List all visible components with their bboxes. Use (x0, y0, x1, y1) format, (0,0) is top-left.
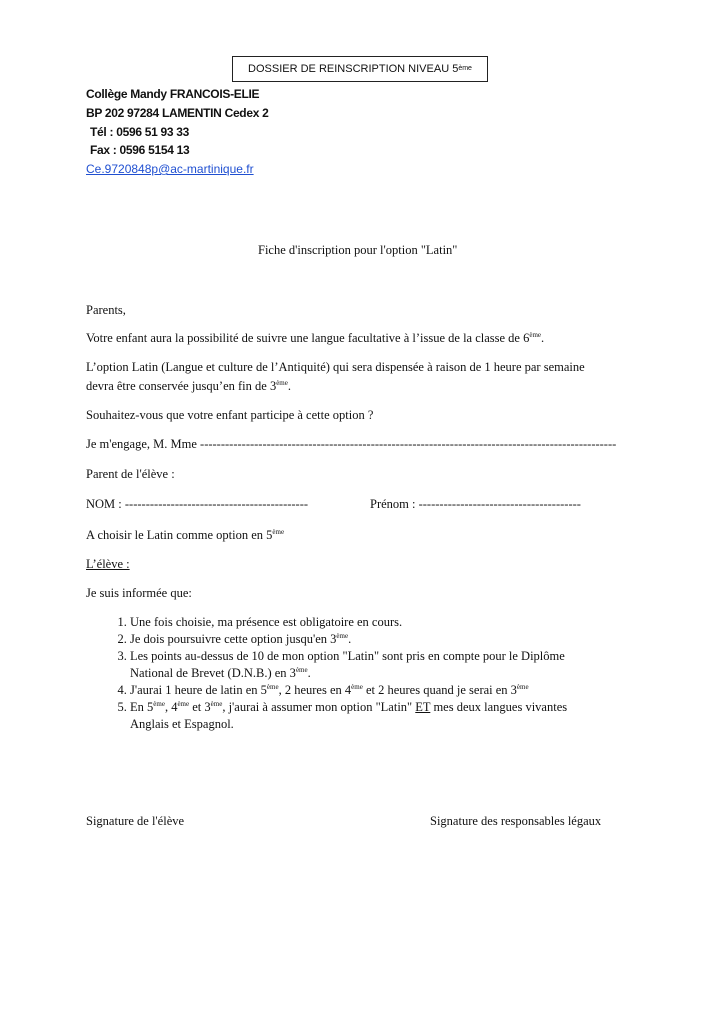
parents-signature-label: Signature des responsables légaux (430, 814, 602, 828)
list-item: 2. Je dois poursuivre cette option jusqu'en 3ème. (130, 631, 567, 648)
form-title: Fiche d'inscription pour l'option "Latin" (258, 243, 458, 257)
list-item: 5. En 5ème, 4ème et 3ème, j'aurai à assumer mon option "Latin" ET mes deux langues vivantes Anglais et Espagnol. (130, 699, 567, 733)
dossier-title-box: DOSSIER DE REINSCRIPTION NIVEAU 5 ème (232, 56, 488, 82)
conditions-list (104, 614, 567, 733)
engagement-line: Je m'engage, M. Mme ---------------------------------------------------------------------------------------------------- (86, 437, 617, 451)
dossier-title: DOSSIER DE REINSCRIPTION NIVEAU 5 (248, 63, 459, 75)
student-signature-label: Signature de l'élève (86, 814, 185, 828)
list-item: 4. J'aurai 1 heure de latin en 5ème, 2 heures en 4ème et 2 heures quand je serai en 3ème (130, 682, 567, 699)
salutation: Parents, (86, 303, 126, 317)
question: Souhaitez-vous que votre enfant participe à cette option ? (86, 408, 374, 422)
nom-field: NOM : -------------------------------------------- (86, 497, 309, 511)
student-label: L’élève : (86, 557, 130, 571)
list-item: 1. Une fois choisie, ma présence est obligatoire en cours. (130, 614, 567, 631)
parent-label: Parent de l'élève : (86, 467, 175, 481)
paragraph-option-latin-line2: devra être conservée jusqu’en fin de 3ème. (86, 379, 291, 393)
choose-latin-line: A choisir le Latin comme option en 5ème (86, 528, 285, 542)
school-tel: Tél : 0596 51 93 33 (90, 125, 190, 139)
school-name: Collège Mandy FRANCOIS-ELIE (86, 87, 260, 101)
school-address: BP 202 97284 LAMENTIN Cedex 2 (86, 106, 269, 120)
paragraph-option-latin-line1: L’option Latin (Langue et culture de l’Antiquité) qui sera dispensée à raison de 1 heure par semaine (86, 360, 585, 374)
informed-intro: Je suis informée que: (86, 586, 192, 600)
list-item: 3. Les points au-dessus de 10 de mon option "Latin" sont pris en compte pour le Diplôme National de Brevet (D.N.B.) en 3ème. (130, 648, 567, 682)
paragraph-option-intro: Votre enfant aura la possibilité de suivre une langue facultative à l’issue de la classe de 6ème. (86, 331, 545, 345)
school-email-link[interactable]: Ce.9720848p@ac-martinique.fr (86, 162, 254, 176)
school-fax: Fax : 0596 5154 13 (90, 143, 190, 157)
prenom-field: Prénom : --------------------------------------- (370, 497, 581, 511)
